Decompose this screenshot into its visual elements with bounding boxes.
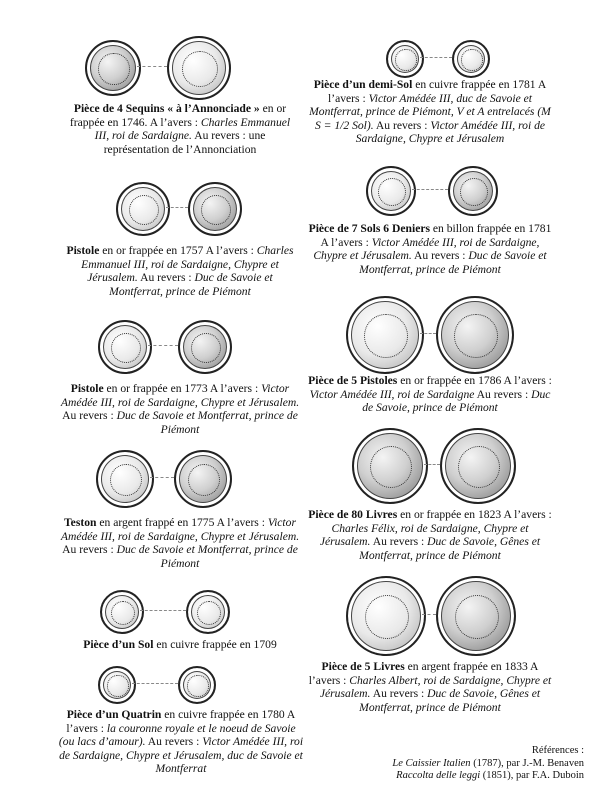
coin-name: Pièce de 4 Sequins « à l’Annonciade » <box>73 102 260 115</box>
coin-avers: Victor Amédée III, roi de Sardaigne, Chypre et Jérusalem. <box>60 382 300 409</box>
coin-reverse-image <box>436 296 514 374</box>
coin-revers-label: Au revers : <box>411 249 469 262</box>
coin-obverse-image <box>116 182 170 236</box>
reference-1 <box>392 758 584 771</box>
coin-revers-label: Au revers : <box>370 535 428 548</box>
coin-connector <box>140 610 186 611</box>
coin-obverse-image <box>346 576 426 656</box>
coin-reverse-image <box>188 182 242 236</box>
coin-obverse-image <box>96 450 154 508</box>
reference-1-title: Le Caissier Italien <box>392 757 471 769</box>
reference-1-detail: (1787), par J.-M. Benaven <box>470 757 584 769</box>
reference-2-title: Raccolta delle leggi <box>396 770 481 781</box>
coin-obverse-image <box>98 320 152 374</box>
coin-caption <box>306 296 554 415</box>
coin-revers: Duc de Savoie, Gênes et Montferrat, prince de Piémont <box>359 687 541 714</box>
coin-connector <box>420 57 452 58</box>
coin-entry-un-sol-1709 <box>60 590 300 652</box>
coin-entry-5-livres-1833 <box>306 576 554 714</box>
coin-avers: Victor Amédée III, roi de Sardaigne, Chypre et Jérusalem. <box>313 235 540 262</box>
coin-avers: Charles Félix, roi de Sardaigne, Chypre et Jérusalem. <box>319 521 529 548</box>
coin-connector <box>420 333 436 334</box>
coin-reverse-image <box>167 36 231 100</box>
coin-revers-label: Au revers : <box>370 687 428 700</box>
coin-revers-label: Au revers : <box>62 543 117 556</box>
coin-connector <box>137 66 167 67</box>
coin-connector <box>132 683 178 684</box>
coin-desc: en or frappée en 1773 A l’avers : <box>103 382 262 395</box>
coin-connector <box>422 614 436 615</box>
coin-reverse-image <box>436 576 516 656</box>
coin-revers-label: Au revers : <box>474 387 532 401</box>
references <box>392 745 584 783</box>
coin-name: Pièce de 5 Pistoles <box>308 374 398 387</box>
coin-entry-quatrin-1780 <box>58 666 304 776</box>
coin-entry-4-sequins <box>62 40 298 156</box>
coin-revers: une représentation de l’Annonciation <box>103 129 266 156</box>
coin-desc: en or frappée en 1823 A l’avers : <box>397 508 552 521</box>
reference-2 <box>392 770 584 783</box>
coin-obverse-image <box>100 590 144 634</box>
coin-entry-5-pistoles-1786 <box>306 296 554 415</box>
coin-desc: en or frappée en 1786 A l’avers : <box>397 374 552 387</box>
coin-reverse-image <box>448 166 498 216</box>
coin-desc: en cuivre frappée en 1780 A l’avers : <box>66 708 296 735</box>
coin-caption <box>306 40 554 146</box>
coin-entry-demi-sol-1781 <box>306 40 554 146</box>
coin-desc: en billon frappée en 1781 A l’avers : <box>320 222 552 249</box>
coin-avers: Charles Albert, roi de Sardaigne, Chypre et Jérusalem. <box>319 673 552 700</box>
coin-entry-teston-1775 <box>60 450 300 570</box>
coin-revers: Duc de Savoie, prince de Piémont <box>362 387 551 414</box>
coin-reverse-image <box>178 666 216 704</box>
coin-desc: en cuivre frappée en 1709 <box>153 638 277 651</box>
coin-caption <box>306 166 554 276</box>
coin-name: Pièce d’un Sol <box>83 638 154 651</box>
coin-revers-label: Au revers : <box>137 271 195 284</box>
coin-connector <box>412 189 448 190</box>
coin-caption <box>60 182 300 298</box>
coin-entry-7-sols-6-deniers <box>306 166 554 276</box>
coin-name: Pièce d’un Quatrin <box>66 708 162 721</box>
coin-name: Pièce de 5 Livres <box>321 660 405 673</box>
coin-revers-label: Au revers : <box>191 129 249 142</box>
coin-avers: la couronne royale et le noeud de Savoie (ou lacs d’amour). <box>58 721 296 748</box>
coin-name: Pièce de 7 Sols 6 Deniers <box>308 222 430 235</box>
coin-desc: en argent frappé en 1775 A l’avers : <box>96 516 268 529</box>
coin-name: Pièce de 80 Livres <box>308 508 398 521</box>
coin-avers: Charles Emmanuel III, roi de Sardaigne, Chypre et Jérusalem. <box>81 244 294 284</box>
coin-connector <box>150 477 174 478</box>
coin-reverse-image <box>452 40 490 78</box>
coin-revers: Victor Amédée III, roi de Sardaigne, Chypre et Jérusalem, duc de Savoie et Montferrat <box>59 735 304 775</box>
coin-name: Pistole <box>70 382 104 395</box>
coin-desc: en or frappée en 1757 A l’avers : <box>99 244 257 257</box>
coin-caption <box>60 590 300 652</box>
coin-caption <box>306 428 554 562</box>
coin-name: Pièce d’un demi-Sol <box>313 78 413 91</box>
coin-revers-label: Au revers : <box>373 118 431 132</box>
coin-desc: en or frappée en 1746. A l’avers : <box>69 102 287 129</box>
coin-avers: Victor Amédée III, roi de Sardaigne <box>309 387 475 401</box>
coin-reverse-image <box>178 320 232 374</box>
coin-revers: Duc de Savoie, Gênes et Montferrat, prince de Piémont <box>359 535 541 562</box>
coin-connector <box>166 207 188 208</box>
coin-revers: Duc de Savoie et Montferrat, prince de Piémont <box>109 271 273 298</box>
coin-name: Teston <box>64 516 97 529</box>
coin-revers: Duc de Savoie et Montferrat, prince de Piémont <box>116 543 298 570</box>
coin-avers: Victor Amédée III, roi de Sardaigne, Chypre et Jérusalem. <box>60 516 300 543</box>
coin-revers-label: Au revers : <box>145 735 203 748</box>
coin-obverse-image <box>366 166 416 216</box>
coin-obverse-image <box>98 666 136 704</box>
coin-obverse-image <box>352 428 428 504</box>
references-label: Références : <box>531 745 584 756</box>
coin-avers: Victor Amédée III, duc de Savoie et Montferrat, prince de Piémont, V et A entrelacés (M S = 1/2 Sol). <box>309 91 551 132</box>
coin-desc: en cuivre frappée en 1781 A l’avers : <box>328 78 547 105</box>
coin-obverse-image <box>85 40 141 96</box>
coin-connector <box>424 464 440 465</box>
coin-caption <box>306 576 554 714</box>
coin-revers: Victor Amédée III, roi de Sardaigne, Chypre et Jérusalem <box>355 118 546 145</box>
coin-desc: en argent frappée en 1833 A l’avers : <box>308 660 539 687</box>
reference-2-detail: (1851), par F.A. Duboin <box>480 770 584 781</box>
coin-entry-pistole-1757 <box>60 182 300 298</box>
coin-entry-pistole-1773 <box>60 320 300 436</box>
coin-avers: Charles Emmanuel III, roi de Sardaigne. <box>94 115 291 142</box>
coin-obverse-image <box>386 40 424 78</box>
coin-revers-label: Au revers : <box>62 409 117 422</box>
coin-connector <box>148 345 178 346</box>
coin-reverse-image <box>174 450 232 508</box>
coin-revers: Duc de Savoie et Montferrat, prince de Piémont <box>116 409 298 436</box>
coin-revers: Duc de Savoie et Montferrat, prince de Piémont <box>359 249 547 276</box>
coin-name: Pistole <box>66 244 100 257</box>
coin-entry-80-livres-1823 <box>306 428 554 562</box>
coin-reverse-image <box>440 428 516 504</box>
coin-obverse-image <box>346 296 424 374</box>
coin-reverse-image <box>186 590 230 634</box>
